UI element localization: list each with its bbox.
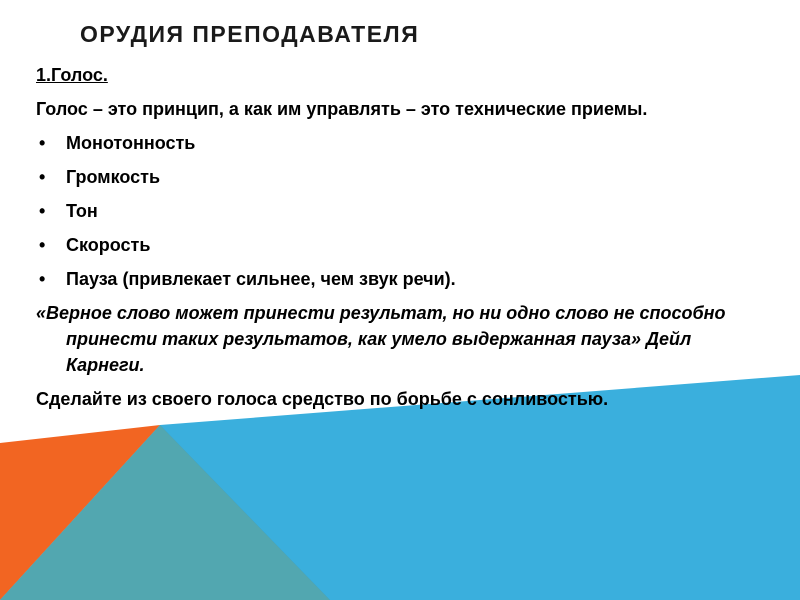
intro-paragraph: Голос – это принцип, а как им управлять – это технические приемы.: [36, 99, 648, 119]
bullet-marker: •: [39, 167, 46, 187]
bullet-item-tone: [36, 198, 726, 224]
bullet-list: [36, 130, 726, 292]
bullet-marker: •: [39, 201, 46, 221]
bullet-marker: •: [39, 133, 46, 153]
slide-title: ОРУДИЯ ПРЕПОДАВАТЕЛЯ: [80, 21, 420, 47]
bullet-text: Пауза (привлекает сильнее, чем звук речи).: [66, 269, 456, 289]
bullet-marker: •: [39, 269, 46, 289]
bullet-item-monotony: [36, 130, 726, 156]
bullet-item-pause: [36, 266, 726, 292]
bullet-text: Тон: [66, 201, 98, 221]
quote-author: Дейл Карнеги.: [66, 329, 692, 375]
section-heading: 1.Голос.: [36, 65, 108, 85]
bullet-text: Монотонность: [66, 133, 196, 153]
bullet-item-loudness: [36, 164, 726, 190]
closing-paragraph: Сделайте из своего голоса средство по борьбе с сонливостью.: [36, 389, 609, 409]
bullet-marker: •: [39, 235, 46, 255]
quote-paragraph: [36, 300, 726, 378]
bullet-item-speed: [36, 232, 726, 258]
bullet-text: Скорость: [66, 235, 151, 255]
quote-text: «Верное слово может принести результат, но ни одно слово не способно принести таких результатов, как умело выдержанная пауза»: [36, 303, 726, 349]
slide-body: [36, 58, 726, 412]
bullet-text: Громкость: [66, 167, 161, 187]
